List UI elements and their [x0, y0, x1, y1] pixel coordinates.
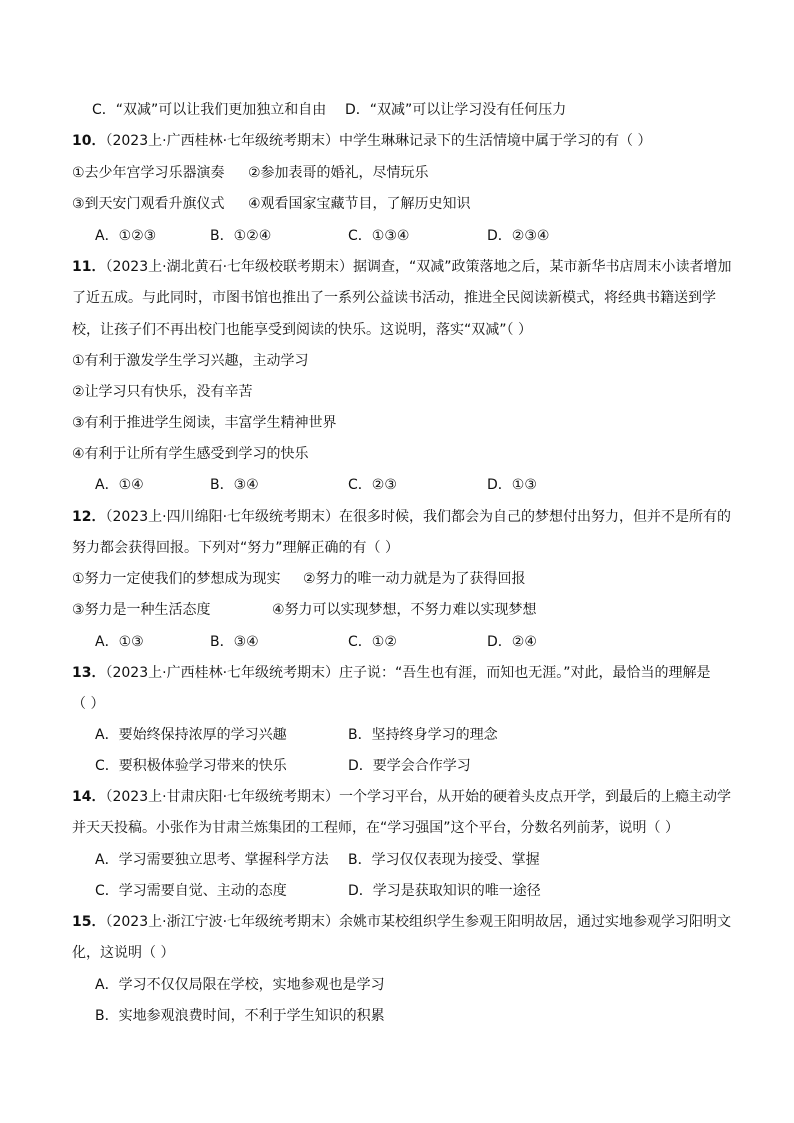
q14-stem-line-1: [72, 787, 731, 807]
q10-statement-4: ④观看国家宝藏节目，了解历史知识: [248, 196, 471, 212]
q12-statement-1: ①努力一定使我们的梦想成为现实: [72, 571, 281, 587]
q13-stem-line-1: [72, 663, 711, 683]
q15-option-b: B．实地参观浪费时间，不利于学生知识的积累: [95, 1008, 385, 1024]
q11-statement-3: ③有利于推进学生阅读，丰富学生精神世界: [72, 415, 337, 431]
q11-stem-line-1: [72, 257, 732, 277]
q10-option-b: B．①②④: [210, 228, 272, 244]
q13-stem-text-1: 庄子说：“吾生也有涯，而知也无涯。”对此，最恰当的理解是: [339, 665, 711, 681]
q10-stem: [72, 131, 651, 151]
q12-statement-3: ③努力是一种生活态度: [72, 602, 211, 618]
q13-stem-line-2: （ ）: [72, 696, 105, 712]
q13-source: （2023上·广西桂林·七年级统考期末）: [105, 665, 340, 681]
q12-source: （2023上·四川绵阳·七年级统考期末）: [105, 509, 340, 525]
q10-statement-2: ②参加表哥的婚礼，尽情玩乐: [248, 165, 429, 181]
q11-statement-1: ①有利于激发学生学习兴趣，主动学习: [72, 353, 309, 369]
q10-source: （2023上·广西桂林·七年级统考期末）: [105, 133, 340, 149]
q13-option-a: A．要始终保持浓厚的学习兴趣: [95, 727, 287, 743]
q12-stem-line-1: [72, 507, 731, 527]
q11-stem-text-1: 据调查，“双减”政策落地之后，某市新华书店周末小读者增加: [353, 259, 732, 275]
q12-stem-line-2: 努力都会获得回报。下列对“努力”理解正确的有（ ）: [72, 540, 399, 556]
q15-source: （2023上·浙江宁波·七年级统考期末）: [105, 914, 340, 930]
q9-option-c: C．“双减”可以让我们更加独立和自由: [92, 102, 327, 118]
q11-statement-2: ②让学习只有快乐，没有辛苦: [72, 384, 253, 400]
q11-option-c: C．②③: [348, 477, 397, 493]
q15-stem-text-1: 余姚市某校组织学生参观王阳明故居，通过实地参观学习阳明文: [339, 914, 732, 930]
q11-option-d: D．①③: [487, 477, 537, 493]
q14-source: （2023上·甘肃庆阳·七年级统考期末）: [105, 789, 340, 805]
q14-option-d: D．学习是获取知识的唯一途径: [348, 883, 541, 899]
q10-statement-1: ①去少年宫学习乐器演奏: [72, 165, 225, 181]
q10-option-c: C．①③④: [348, 228, 410, 244]
q12-option-d: D．②④: [487, 634, 537, 650]
q11-statement-4: ④有利于让所有学生感受到学习的快乐: [72, 446, 309, 462]
q11-stem-line-2: 了近五成。与此同时，市图书馆也推出了一系列公益读书活动，推进全民阅读新模式，将经典书籍送到学: [72, 290, 716, 306]
q15-stem-line-2: 化，这说明（ ）: [72, 945, 175, 961]
q12-option-b: B．③④: [210, 634, 259, 650]
q10-number: 10．: [72, 133, 106, 149]
q14-option-a: A．学习需要独立思考、掌握科学方法: [95, 852, 329, 868]
q13-option-d: D．要学会合作学习: [348, 758, 471, 774]
q11-option-a: A．①④: [95, 477, 144, 493]
q13-option-b: B．坚持终身学习的理念: [348, 727, 498, 743]
q14-stem-line-2: 并天天投稿。小张作为甘肃兰炼集团的工程师，在“学习强国”这个平台，分数名列前茅，说明（ ）: [72, 820, 679, 836]
q11-option-b: B．③④: [210, 477, 259, 493]
q10-option-a: A．①②③: [95, 228, 157, 244]
q9-option-d: D．“双减”可以让学习没有任何压力: [345, 102, 567, 118]
q13-option-c: C．要积极体验学习带来的快乐: [95, 758, 287, 774]
q10-statement-3: ③到天安门观看升旗仪式: [72, 196, 225, 212]
q12-number: 12．: [72, 509, 106, 525]
q15-stem-line-1: [72, 912, 731, 932]
q14-stem-text-1: 一个学习平台，从开始的硬着头皮点开学，到最后的上瘾主动学: [339, 789, 732, 805]
q12-statement-4: ④努力可以实现梦想，不努力难以实现梦想: [272, 602, 537, 618]
q12-option-c: C．①②: [348, 634, 397, 650]
q10-option-d: D．②③④: [487, 228, 550, 244]
q11-stem-line-3: 校，让孩子们不再出校门也能享受到阅读的快乐。这说明，落实“双减”（ ）: [72, 322, 532, 338]
q10-stem-text: 中学生琳琳记录下的生活情境中属于学习的有（ ）: [339, 133, 652, 149]
q12-stem-text-1: 在很多时候，我们都会为自己的梦想付出努力，但并不是所有的: [339, 509, 732, 525]
q12-option-a: A．①③: [95, 634, 144, 650]
q11-number: 11．: [72, 259, 106, 275]
q14-option-b: B．学习仅仅表现为接受、掌握: [348, 852, 540, 868]
q15-number: 15．: [72, 914, 106, 930]
q11-source: （2023上·湖北黄石·七年级校联考期末）: [105, 259, 354, 275]
q13-number: 13．: [72, 665, 106, 681]
q14-number: 14．: [72, 789, 106, 805]
q12-statement-2: ②努力的唯一动力就是为了获得回报: [303, 571, 526, 587]
q14-option-c: C．学习需要自觉、主动的态度: [95, 883, 287, 899]
q15-option-a: A．学习不仅仅局限在学校，实地参观也是学习: [95, 977, 385, 993]
